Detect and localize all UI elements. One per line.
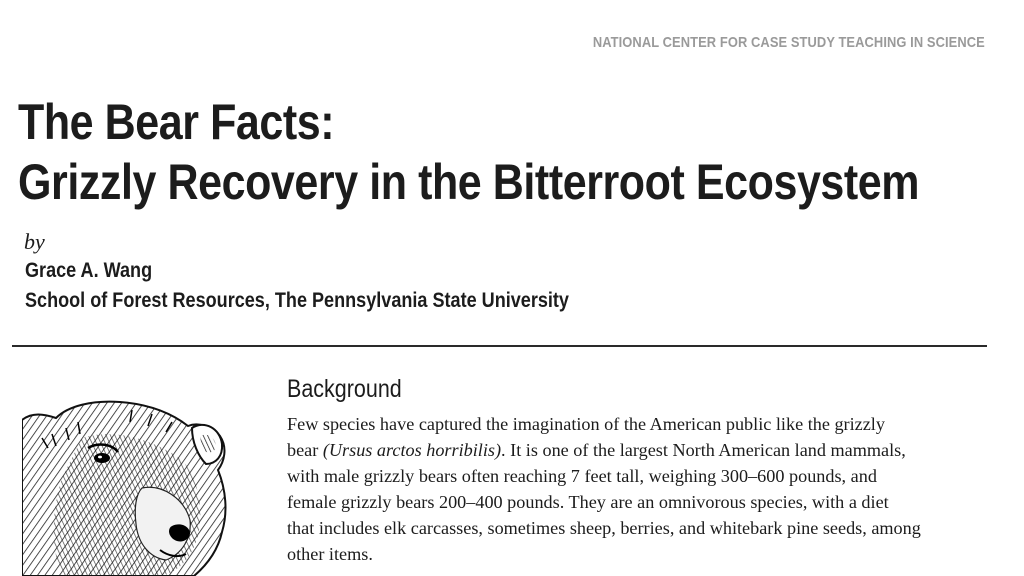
author-name: Grace A. Wang — [25, 259, 153, 282]
text-run: with male grizzly bears often reaching 7 feet tall, weighing 300–600 pounds, and — [287, 466, 877, 486]
paragraph-line — [287, 489, 987, 515]
organization-header: NATIONAL CENTER FOR CASE STUDY TEACHING IN SCIENCE — [592, 34, 985, 51]
section-heading-background: Background — [287, 375, 402, 403]
case-study-title — [18, 92, 919, 212]
scientific-name: (Ursus arctos horribilis) — [322, 440, 502, 460]
title-line-1: The Bear Facts: — [18, 94, 335, 150]
text-run: bear — [287, 440, 323, 460]
author-affiliation: School of Forest Resources, The Pennsylvania State University — [25, 289, 569, 312]
text-run: Few species have captured the imagination of the American public like the grizzly — [287, 414, 885, 434]
text-run: that includes elk carcasses, sometimes sheep, berries, and whitebark pine seeds, among — [287, 518, 921, 538]
horizontal-divider — [12, 345, 987, 347]
paragraph-line — [287, 541, 987, 567]
text-run: other items. — [287, 544, 373, 564]
byline-by: by — [24, 229, 45, 254]
paragraph-line — [287, 437, 987, 463]
paragraph-line — [287, 411, 987, 437]
grizzly-bear-illustration — [22, 398, 230, 576]
background-paragraph — [287, 411, 987, 567]
text-run: female grizzly bears 200–400 pounds. They are an omnivorous species, with a diet — [287, 492, 889, 512]
title-line-2: Grizzly Recovery in the Bitterroot Ecosystem — [18, 154, 920, 210]
paragraph-line — [287, 463, 987, 489]
text-run: . It is one of the largest North American land mammals, — [501, 440, 906, 460]
paragraph-line — [287, 515, 987, 541]
